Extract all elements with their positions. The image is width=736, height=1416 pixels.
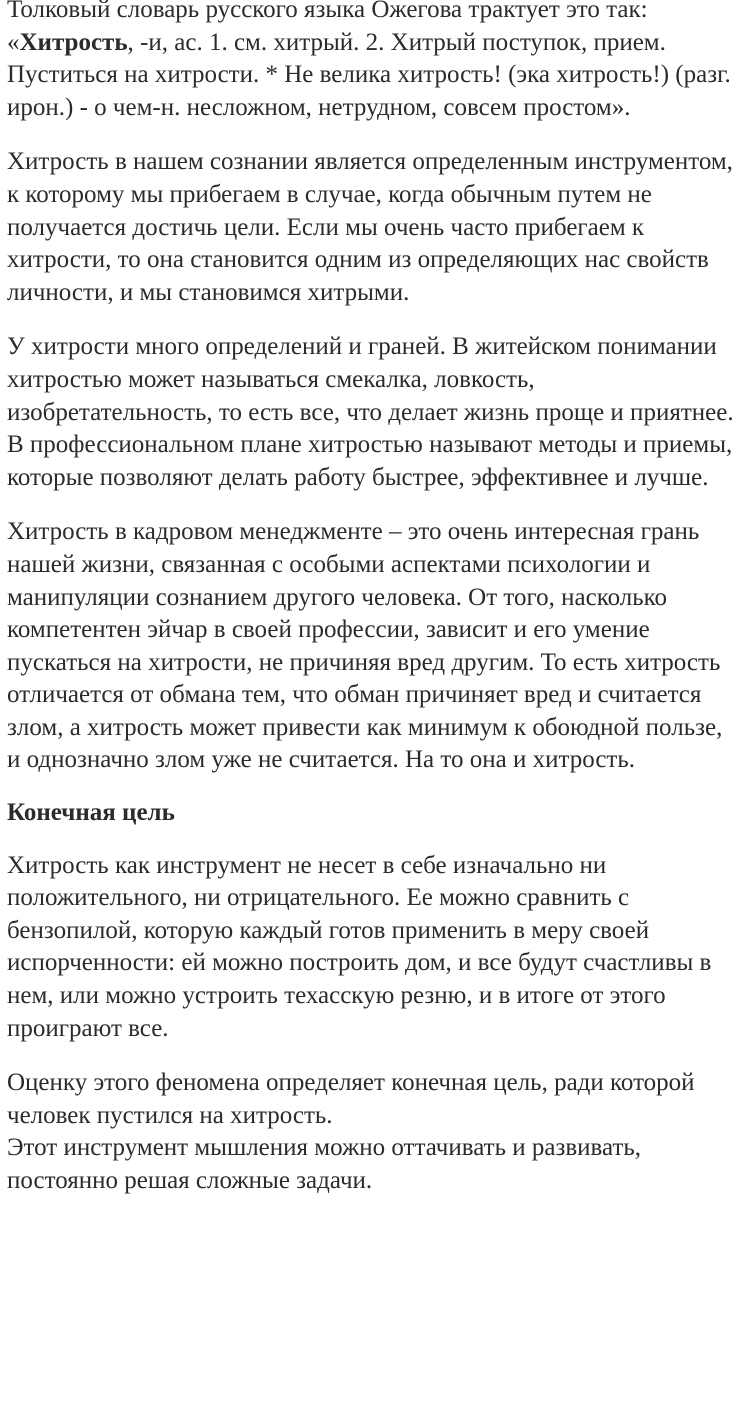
definition-text: , -и, ас. 1. см. хитрый. 2. Хитрый поступок, прием. Пуститься на хитрости. * Не велика хитрость! (эка хитрость!) (разг. ирон.) - о чем-н. несложном, нетрудном, совсем простом». (7, 28, 731, 121)
definition-term: Хитрость (19, 28, 128, 56)
spacer (7, 309, 736, 331)
paragraph-chainsaw: Хитрость как инструмент не несет в себе изначально ни положительного, ни отрицательного. Ее можно сравнить с бензопилой, которую каждый готов применить в меру своей испорченности: ей можно построить дом, и все будут счастливы в нем, или можно устроить техасскую резню, и в итоге от этого проиграют все. (7, 851, 712, 1042)
paragraph-final-goal: Оценку этого феномена определяет конечная цель, ради которой человек пустился на хитрость. (7, 1069, 695, 1129)
spacer (7, 124, 736, 146)
paragraph-thinking-tool: Этот инструмент мышления можно оттачивать и развивать, постоянно решая сложные задачи. (7, 1134, 642, 1194)
paragraph-definitions-facets: У хитрости много определений и граней. В житейском понимании хитростью может называться смекалка, ловкость, изобретательность, то есть все, что делает жизнь проще и приятнее. (7, 333, 734, 426)
spacer (7, 494, 736, 516)
paragraph-hr-management: Хитрость в кадровом менеджменте – это очень интересная грань нашей жизни, связанная с особыми аспектами психологии и манипуляции сознанием другого человека. От того, насколько компетентен эйчар в своей профессии, зависит и его умение пускаться на хитрости, не причиняя вред другим. То есть хитрость отличается от обмана тем, что обман причиняет вред и считается злом, а хитрость может привести как минимум к обоюдной пользе, и однозначно злом уже не считается. На то она и хитрость. (7, 518, 723, 774)
section-heading: Конечная цель (7, 799, 175, 827)
paragraph-definition (7, 0, 736, 124)
spacer (7, 830, 736, 850)
definition-intro: Толковый словарь русского языка Ожегова трактует это так: « (7, 0, 648, 56)
spacer (7, 777, 736, 797)
paragraph-instrument: Хитрость в нашем сознании является определенным инструментом, к которому мы прибегаем в случае, когда обычным путем не получается достичь цели. Если мы очень часто прибегаем к хитрости, то она становится одним из определяющих нас свойств личности, и мы становимся хитрыми. (7, 148, 733, 306)
spacer (7, 1045, 736, 1067)
paragraph-professional: В профессиональном плане хитростью называют методы и приемы, которые позволяют делать работу быстрее, эффективнее и лучше. (7, 431, 733, 491)
